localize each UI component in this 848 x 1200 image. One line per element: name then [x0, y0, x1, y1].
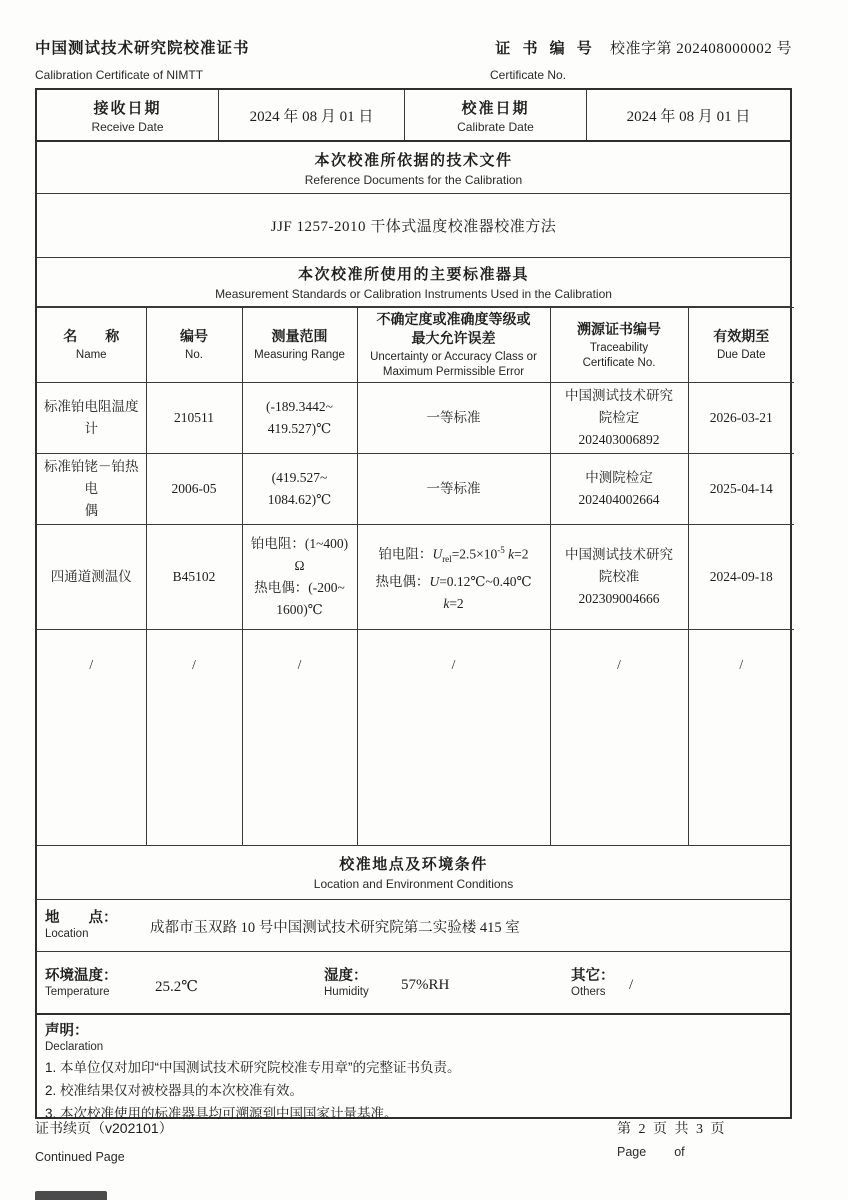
standards-section-title	[37, 258, 790, 307]
certificate-number-line	[495, 37, 792, 58]
table-cell: /	[146, 630, 242, 845]
temperature-label-cn: 环境温度：	[45, 967, 118, 984]
calibrate-date-label-cn: 校准日期	[461, 99, 530, 117]
temperature-value: 25.2℃	[155, 978, 199, 995]
location-label-cn: 地 点：	[45, 909, 118, 926]
reference-document-value: JJF 1257-2010 干体式温度校准器校准方法	[37, 194, 790, 258]
certificate-body	[35, 88, 792, 1119]
table-cell: 中国测试技术研究 院检定 202403006892	[550, 383, 688, 454]
table-row	[37, 630, 794, 845]
table-cell: 中国测试技术研究 院校准 202309004666	[550, 525, 688, 630]
table-cell: 铂电阻：$U_{rel}=2.5\times 10^{-5}$ k=2 热电偶：U=0.12℃~0.40℃ k=2	[357, 525, 550, 630]
standards-table-header-row	[37, 308, 794, 383]
standards-title-cn: 本次校准所使用的主要标准器具	[297, 266, 529, 283]
declaration-item: 1. 本单位仅对加印“中国测试技术研究院校准专用章”的完整证书负责。	[45, 1059, 461, 1075]
table-cell: 2024-09-18	[688, 525, 794, 630]
of-word: of	[674, 1145, 685, 1159]
table-cell: /	[357, 630, 550, 845]
declaration-section	[37, 1015, 790, 1121]
location-value: 成都市玉双路 10 号中国测试技术研究院第二实验楼 415 室	[150, 919, 520, 936]
standards-title-en: Measurement Standards or Calibration Instruments Used in the Calibration	[215, 287, 612, 301]
table-cell: (419.527~ 1084.62)℃	[242, 454, 357, 525]
location-label	[45, 906, 118, 940]
page-number: 第 2 页 共 3 页	[617, 1122, 727, 1137]
table-cell: 2026-03-21	[688, 383, 794, 454]
calibrate-date-label-en: Calibrate Date	[457, 119, 534, 134]
reference-section-title	[37, 142, 790, 194]
certificate-number-label: 证 书 编 号	[495, 40, 596, 57]
column-header: 名 称 Name	[37, 308, 146, 383]
reference-title-cn: 本次校准所依据的技术文件	[314, 151, 513, 169]
document-title: 中国测试技术研究院校准证书	[35, 40, 250, 57]
location-label-en: Location	[45, 927, 89, 940]
receive-date-value: 2024 年 08 月 01 日	[249, 108, 374, 125]
receive-date-label-cell	[37, 90, 219, 140]
column-header: 溯源证书编号 Traceability Certificate No.	[550, 308, 688, 383]
humidity-label	[324, 964, 369, 998]
receive-date-label-cn: 接收日期	[93, 99, 162, 117]
table-cell: 一等标准	[357, 454, 550, 525]
column-header: 有效期至 Due Date	[688, 308, 794, 383]
others-value: /	[629, 976, 634, 993]
calibrate-date-value: 2024 年 08 月 01 日	[626, 108, 751, 125]
humidity-label-cn: 湿度：	[324, 967, 368, 984]
column-header: 测量范围 Measuring Range	[242, 308, 357, 383]
declaration-title-en: Declaration	[45, 1040, 104, 1053]
environment-title-en: Location and Environment Conditions	[313, 877, 514, 891]
scan-edge-artifact	[35, 1191, 107, 1200]
temperature-label	[45, 964, 118, 998]
table-cell: 一等标准	[357, 383, 550, 454]
table-cell: 2006-05	[146, 454, 242, 525]
table-cell: 四通道测温仪	[37, 525, 146, 630]
table-cell: 2025-04-14	[688, 454, 794, 525]
document-footer	[35, 1118, 792, 1164]
page-number-en	[617, 1145, 685, 1159]
table-row	[37, 383, 794, 454]
table-cell: 标准铂电阻温度计	[37, 383, 146, 454]
receive-date-label-en: Receive Date	[91, 119, 164, 134]
table-cell: 标准铂铑－铂热电 偶	[37, 454, 146, 525]
table-row	[37, 525, 794, 630]
continued-page-label-en: Continued Page	[35, 1150, 125, 1164]
calibrate-date-label-cell	[405, 90, 587, 140]
environment-title-cn: 校准地点及环境条件	[339, 856, 488, 873]
humidity-label-en: Humidity	[324, 985, 369, 998]
environment-section-title	[37, 845, 790, 900]
declaration-item: 2. 校准结果仅对被校器具的本次校准有效。	[45, 1082, 304, 1098]
humidity-value: 57%RH	[401, 976, 450, 993]
certificate-number-label-en: Certificate No.	[490, 68, 567, 82]
page-word: Page	[617, 1145, 647, 1159]
document-title-en: Calibration Certificate of NIMTT	[35, 68, 204, 82]
declaration-item: 3. 本次校准使用的标准器具均可溯源到中国国家计量基准。	[45, 1105, 398, 1121]
table-row	[37, 454, 794, 525]
others-label-en: Others	[571, 985, 606, 998]
others-label-cn: 其它：	[571, 967, 615, 984]
column-header: 不确定度或准确度等级或 最大允许误差 Uncertainty or Accuracy Class or Maximum Permissible Error	[357, 308, 550, 383]
table-cell: /	[37, 630, 146, 845]
table-cell: 210511	[146, 383, 242, 454]
others-label	[571, 964, 615, 998]
table-cell: /	[550, 630, 688, 845]
receive-date-value-cell	[219, 90, 405, 140]
document-header	[35, 36, 792, 82]
reference-title-en: Reference Documents for the Calibration	[304, 172, 523, 187]
dates-row	[37, 90, 790, 142]
declaration-title-cn: 声明：	[45, 1022, 89, 1039]
certificate-number-value: 校准字第 202408000002 号	[609, 41, 792, 57]
table-cell: B45102	[146, 525, 242, 630]
calibrate-date-value-cell	[587, 90, 790, 140]
table-cell: 铂电阻：(1~400) Ω 热电偶：(-200~ 1600)℃	[242, 525, 357, 630]
continued-page-label-cn: 证书续页（v202101）	[35, 1120, 173, 1136]
table-cell: /	[242, 630, 357, 845]
environment-row	[37, 952, 790, 1015]
standards-table	[37, 307, 794, 845]
temperature-label-en: Temperature	[45, 985, 110, 998]
declaration-items	[45, 1056, 782, 1125]
table-cell: (-189.3442~ 419.527)℃	[242, 383, 357, 454]
column-header: 编号 No.	[146, 308, 242, 383]
table-cell: /	[688, 630, 794, 845]
table-cell: 中测院检定 202404002664	[550, 454, 688, 525]
location-row	[37, 900, 790, 952]
